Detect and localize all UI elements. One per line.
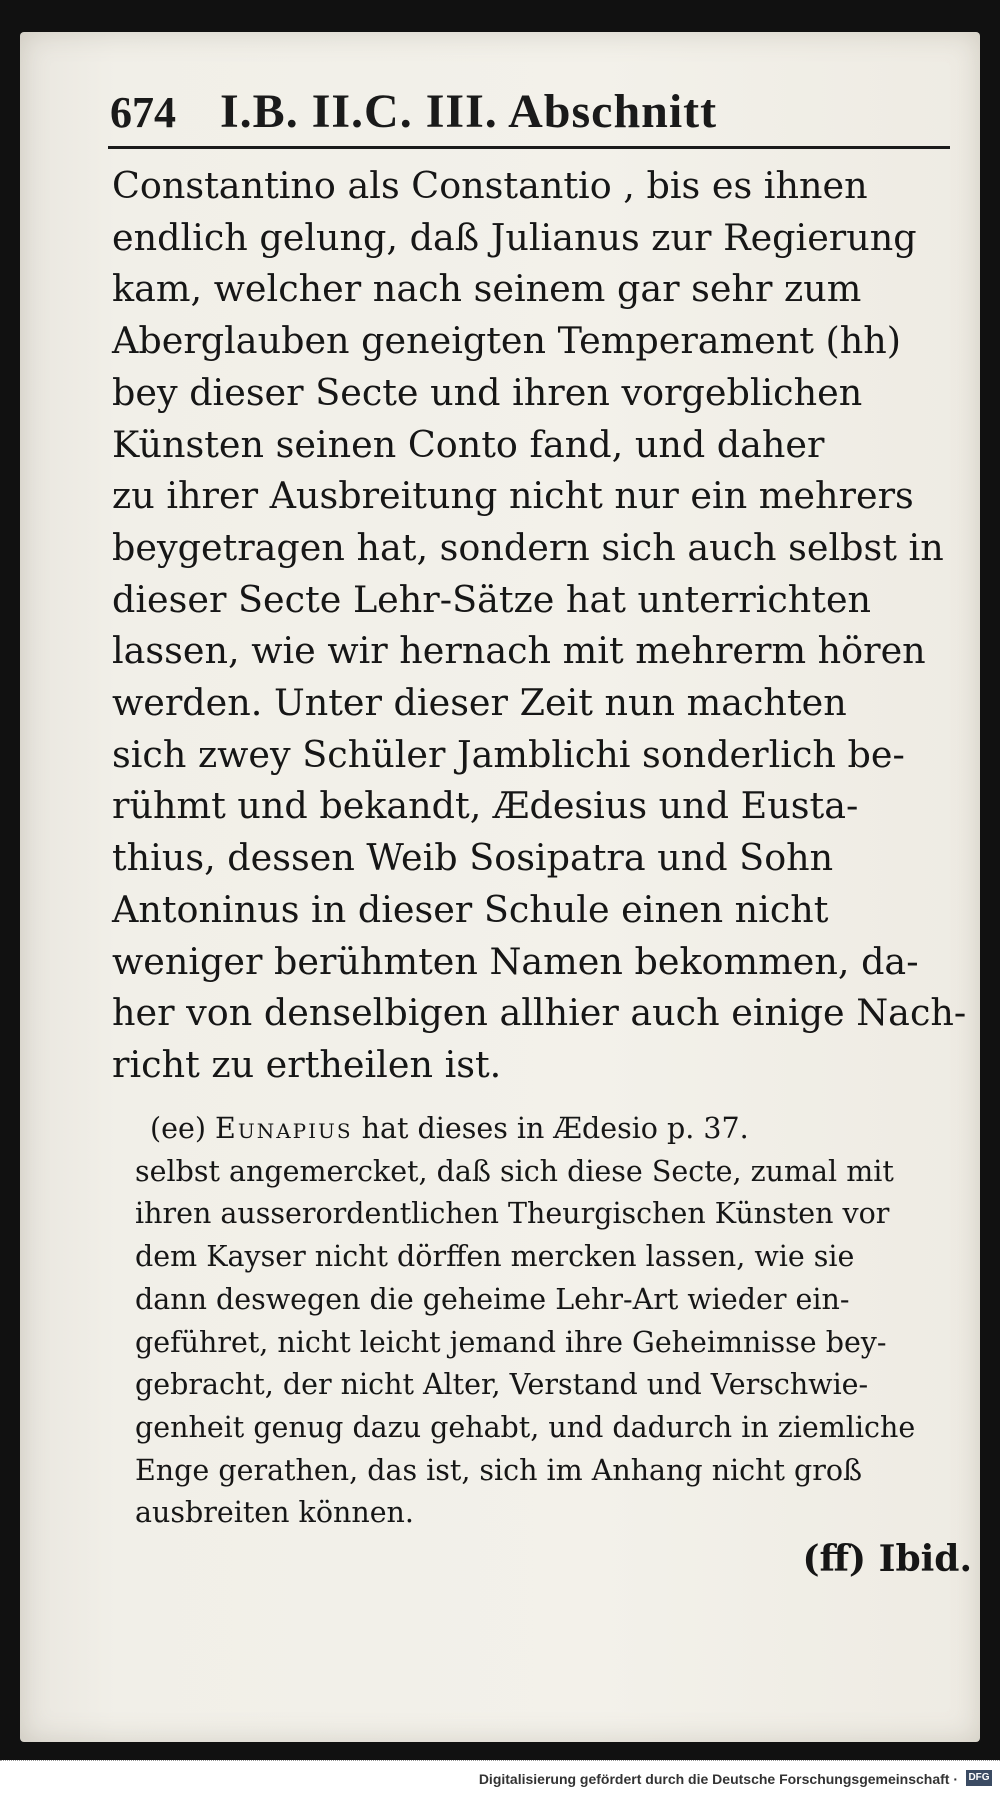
funding-credit: Digitalisierung gefördert durch die Deutsche Forschungsgemeinschaft · bbox=[478, 1771, 958, 1787]
text-line: Constantino als Constantio , bis es ihnen bbox=[112, 164, 868, 207]
footnote-line: hat dieses in Ædesio p. 37. bbox=[361, 1112, 749, 1145]
text-line: Antoninus in dieser Schule einen nicht bbox=[112, 887, 829, 931]
running-head bbox=[110, 84, 950, 139]
text-line: beygetragen hat, sondern sich auch selbst in bbox=[112, 525, 944, 569]
text-line: weniger berühmten Namen bekommen, da- bbox=[112, 939, 919, 983]
text-line: bey dieser Secte und ihren vorgeblichen bbox=[112, 370, 863, 414]
footnote-line: geführet, nicht leicht jemand ihre Geheimnisse bey- bbox=[135, 1325, 887, 1359]
footnote-line: Enge gerathen, das ist, sich im Anhang nicht groß bbox=[135, 1453, 863, 1487]
main-text bbox=[112, 160, 967, 1091]
text-line: lassen, wie wir hernach mit mehrerm hören bbox=[112, 629, 926, 673]
header-rule bbox=[108, 146, 950, 149]
next-footnote-reference: (ff) Ibid. bbox=[802, 1538, 972, 1580]
running-title: I.B. II.C. III. Abschnitt bbox=[220, 85, 718, 138]
footnote-line: selbst angemercket, daß sich diese Secte, zumal mit bbox=[135, 1154, 894, 1188]
footnote-first-line bbox=[150, 1108, 962, 1151]
text-line: sich zwey Schüler Jamblichi sonderlich be- bbox=[112, 732, 905, 776]
text-line: zu ihrer Ausbreitung nicht nur ein mehrers bbox=[112, 474, 914, 518]
text-line: werden. Unter dieser Zeit nun machten bbox=[112, 681, 847, 725]
footnote-line: dem Kayser nicht dörffen mercken lassen, wie sie bbox=[135, 1240, 855, 1274]
text-line: Künsten seinen Conto fand, und daher bbox=[112, 422, 825, 466]
footnote-author: Eunapius bbox=[215, 1112, 353, 1145]
text-line: endlich gelung, daß Julianus zur Regierung bbox=[112, 215, 917, 259]
footnote-line: ausbreiten können. bbox=[135, 1496, 414, 1530]
footnote-marker: (ee) bbox=[150, 1112, 206, 1145]
text-line: Aberglauben geneigten Temperament (hh) bbox=[112, 319, 902, 363]
footnote-line: dann deswegen die geheime Lehr-Art wieder ein- bbox=[135, 1282, 850, 1316]
footnote-line: genheit genug dazu gehabt, und dadurch in ziemliche bbox=[135, 1410, 916, 1444]
text-line: thius, dessen Weib Sosipatra und Sohn bbox=[112, 836, 834, 880]
page-number: 674 bbox=[110, 88, 176, 137]
footnote bbox=[135, 1108, 962, 1535]
dfg-logo: DFG bbox=[966, 1770, 992, 1786]
text-line: richt zu ertheilen ist. bbox=[112, 1042, 502, 1086]
text-line: dieser Secte Lehr-Sätze hat unterrichten bbox=[112, 577, 872, 621]
text-line: her von denselbigen allhier auch einige Nach- bbox=[112, 991, 967, 1035]
text-line: kam, welcher nach seinem gar sehr zum bbox=[112, 267, 862, 311]
footnote-line: ihren ausserordentlichen Theurgischen Künsten vor bbox=[135, 1197, 890, 1231]
text-line: rühmt und bekandt, Ædesius und Eusta- bbox=[112, 784, 859, 828]
footnote-line: gebracht, der nicht Alter, Verstand und Verschwie- bbox=[135, 1368, 869, 1402]
